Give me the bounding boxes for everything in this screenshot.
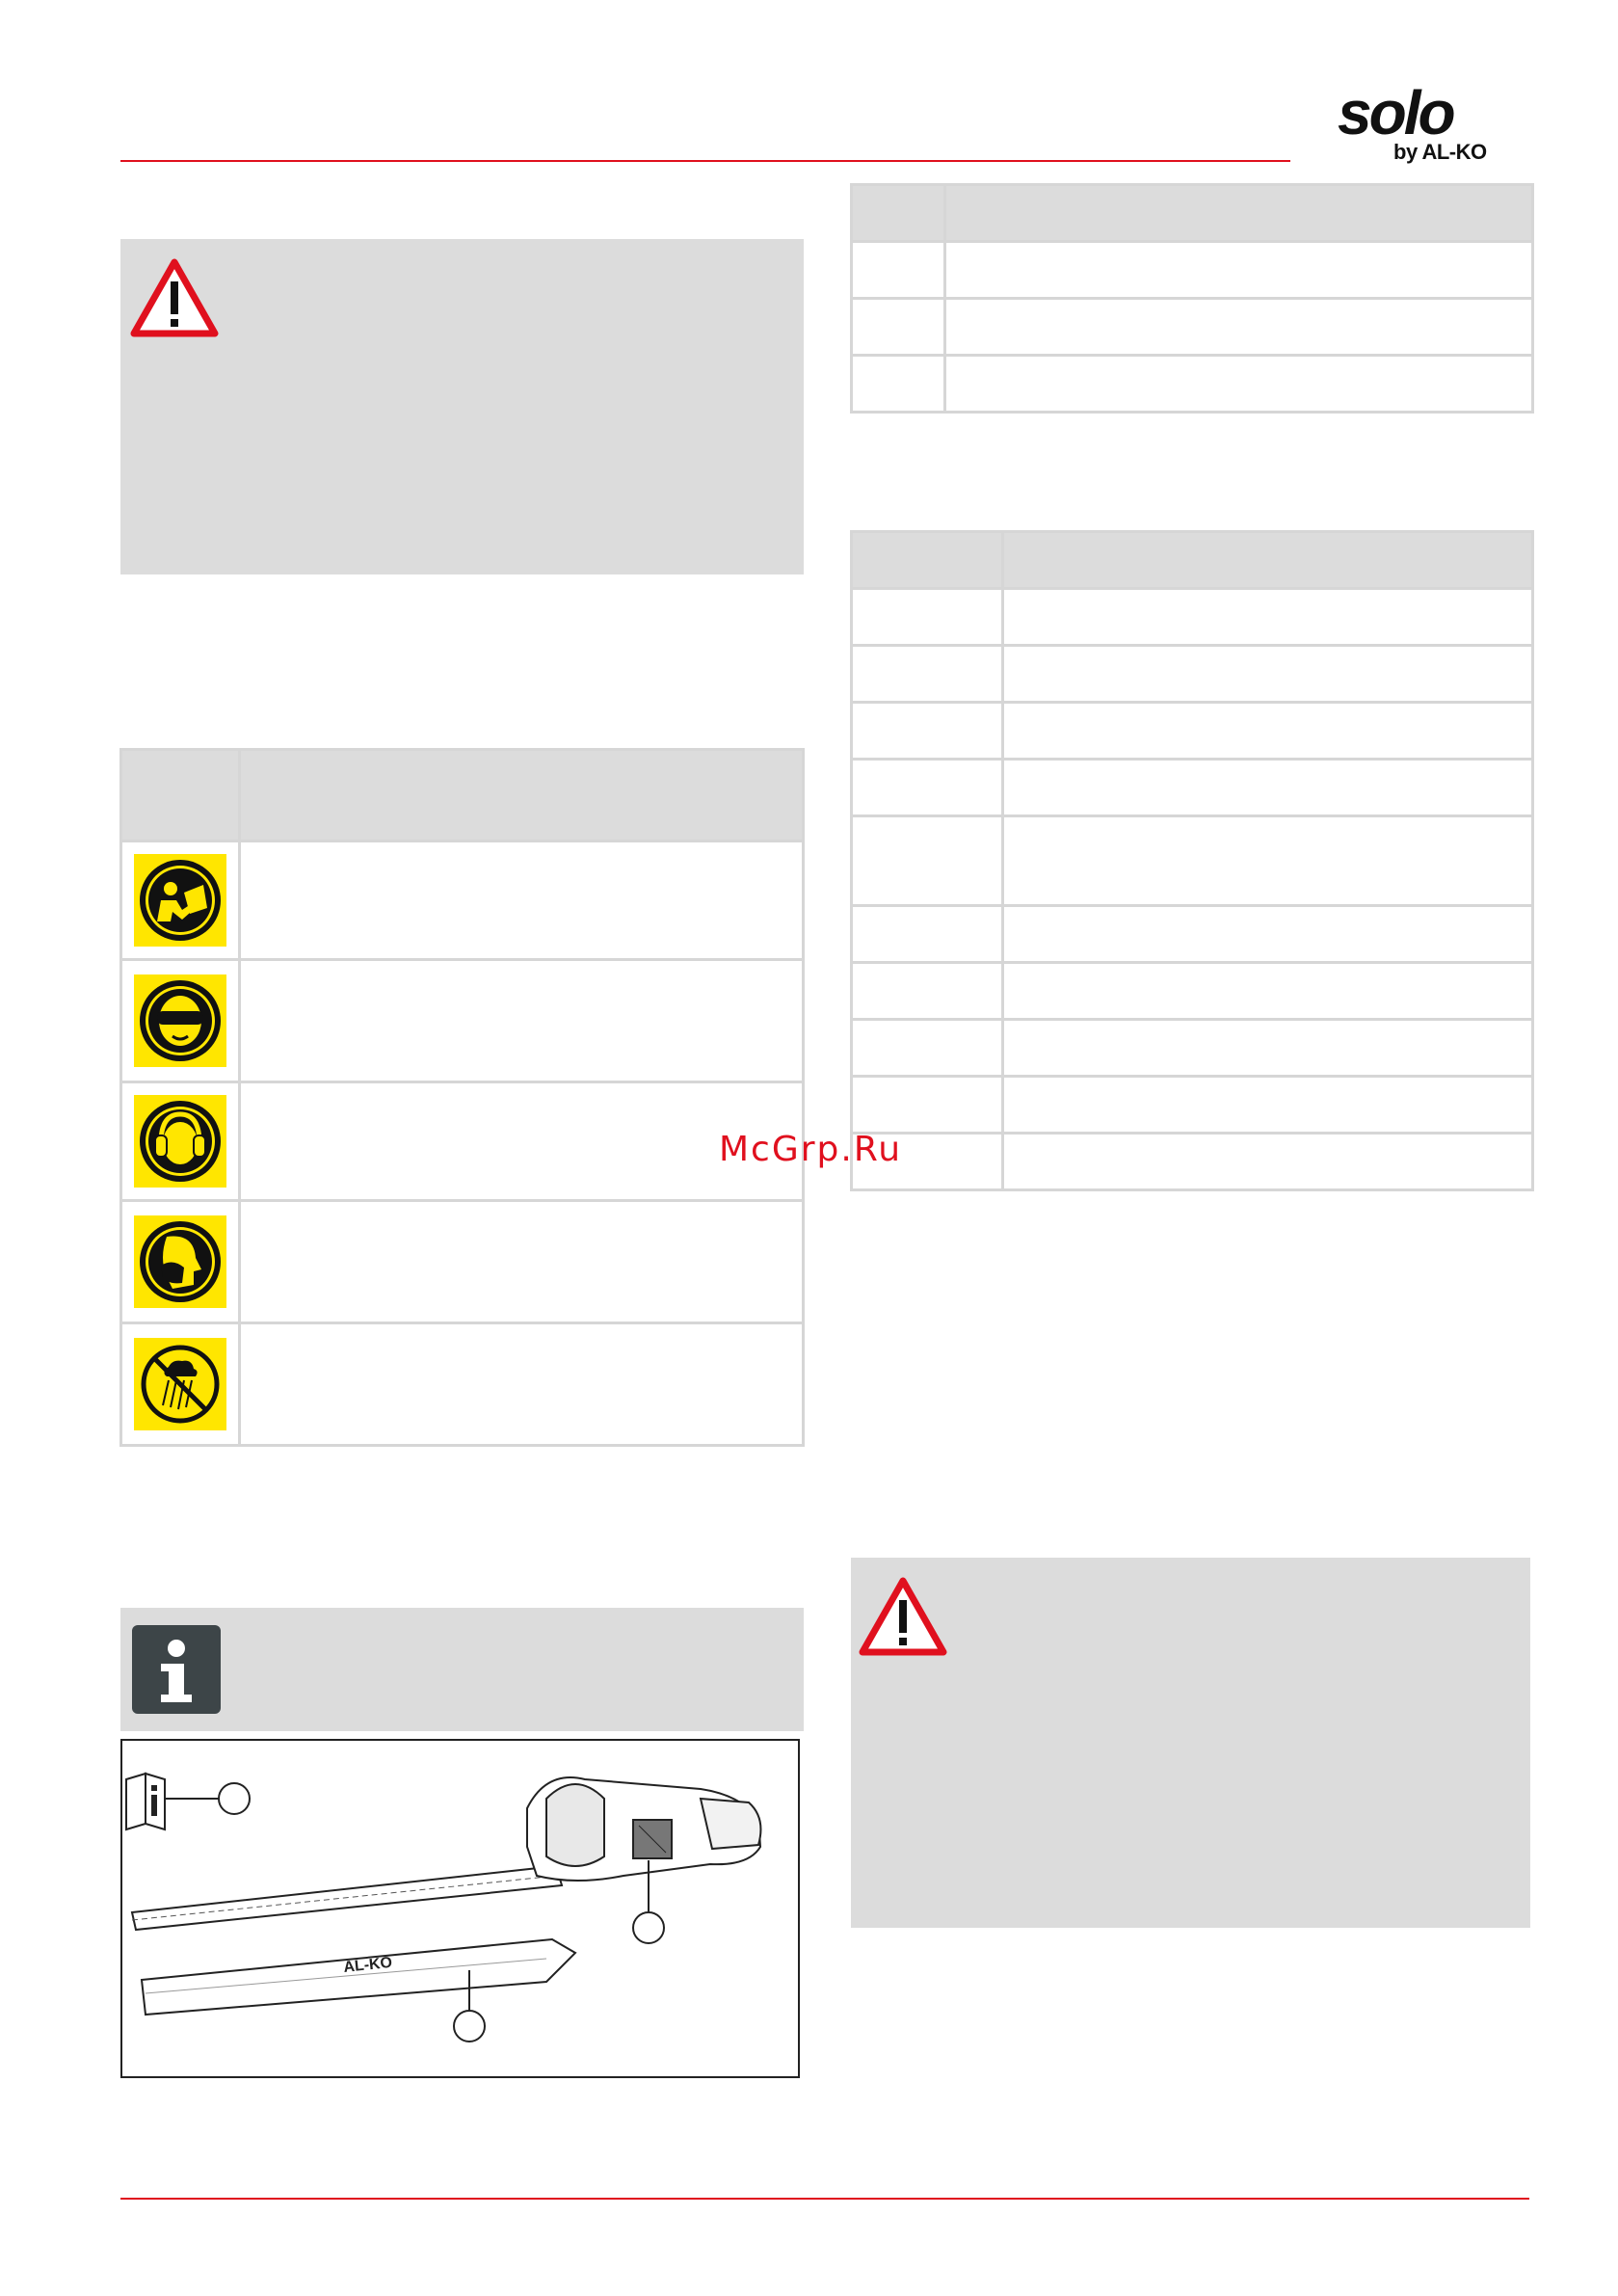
table-cell [1003,589,1533,646]
table-cell [1003,646,1533,703]
hearing-protection-icon [134,1095,226,1188]
brand-logo [1338,78,1511,169]
svg-text:AL-KO: AL-KO [342,1954,393,1976]
table-row [852,1077,1533,1134]
warning-box-left [120,239,804,574]
header-cell-meaning [240,750,804,841]
table-cell [852,906,1003,963]
table-cell [852,963,1003,1020]
table-cell [1003,816,1533,906]
symbol-cell [121,960,240,1082]
symbol-cell [121,841,240,960]
table-row [852,589,1533,646]
meaning-cell [240,1323,804,1446]
symbols-table [119,748,805,1447]
table-small-header [852,185,1533,242]
symbol-cell [121,1201,240,1323]
symbol-cell [121,1323,240,1446]
callout-2 [633,1912,664,1943]
table-cell [852,1020,1003,1077]
callout-3 [454,2011,485,2042]
table-row [852,760,1533,816]
warning-triangle-icon [130,258,219,337]
meaning-cell [240,960,804,1082]
table-cell [852,242,945,299]
symbol-cell [121,1082,240,1201]
eye-protection-icon [134,974,226,1067]
header-cell-symbol [121,750,240,841]
table-cell [1003,1077,1533,1134]
header-cell [852,532,1003,589]
table-cell [852,589,1003,646]
logo-main-text: solo [1338,78,1453,147]
face-mask-icon [134,1215,226,1308]
table-row [121,1082,804,1201]
table-row [121,1201,804,1323]
manual-book-icon [126,1774,165,1829]
header-rule [120,160,1290,162]
warning-triangle-icon [859,1577,947,1656]
table-cell [852,299,945,356]
callout-1 [219,1783,250,1814]
table-cell [1003,906,1533,963]
table-row [852,816,1533,906]
table-cell [852,760,1003,816]
read-manual-icon [134,854,226,947]
table-cell [852,356,945,413]
table-row [121,960,804,1082]
table-cell [1003,963,1533,1020]
table-row [852,646,1533,703]
table-cell [945,299,1533,356]
hedge-trimmer-illustration [122,1741,798,2076]
table-cell [1003,1134,1533,1190]
table-large-header [852,532,1533,589]
table-row [852,356,1533,413]
table-cell [852,816,1003,906]
no-rain-icon [134,1338,226,1430]
warning-box-right [851,1558,1530,1928]
info-icon [132,1625,221,1714]
table-row [121,841,804,960]
table-row [852,1134,1533,1190]
meaning-cell [240,841,804,960]
table-row [852,963,1533,1020]
table-small [850,183,1534,414]
product-figure [120,1739,800,2078]
header-cell [852,185,945,242]
table-cell [852,703,1003,760]
table-row [852,703,1533,760]
header-cell [945,185,1533,242]
table-row [852,299,1533,356]
table-cell [852,1077,1003,1134]
table-cell [1003,703,1533,760]
table-row [852,906,1533,963]
table-cell [1003,760,1533,816]
logo-sub-text: by AL-KO [1393,140,1487,164]
table-row [852,242,1533,299]
table-cell [852,646,1003,703]
table-cell [945,242,1533,299]
footer-rule [120,2198,1529,2200]
table-row [121,1323,804,1446]
table-large [850,530,1534,1191]
symbols-table-header [121,750,804,841]
meaning-cell [240,1201,804,1323]
info-box [120,1608,804,1731]
table-cell [945,356,1533,413]
table-cell [1003,1020,1533,1077]
watermark-text: McGrp.Ru [719,1130,903,1169]
table-row [852,1020,1533,1077]
header-cell [1003,532,1533,589]
